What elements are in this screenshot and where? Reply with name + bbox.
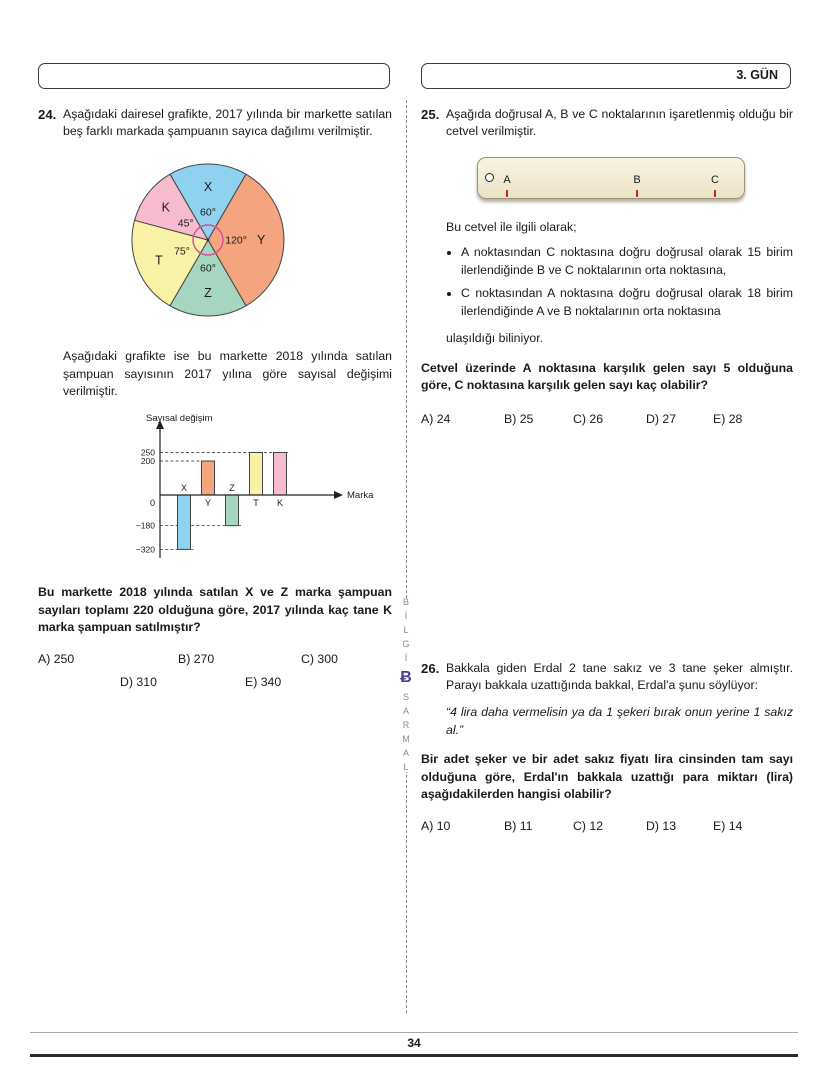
svg-text:T: T [155,253,163,268]
watermark-letter: S [402,692,409,702]
question-25-intro: Aşağıda doğrusal A, B ve C noktalarının işaretlenmiş olduğu bir cetvel verilmiştir. [446,107,793,139]
pie-chart [108,147,392,342]
option-b: B) 11 [504,818,533,833]
option-d: D) 13 [646,818,677,833]
svg-text:250: 250 [140,447,155,458]
question-25-options [421,411,793,428]
ruler-figure [477,157,793,199]
option-d: D) 310 [120,674,157,689]
question-24 [38,106,392,691]
option-a: A) 10 [421,818,451,833]
bullet-item: • A noktasından C noktasına doğru doğrusal olarak 15 birim ilerlendiğinde B ve C noktalarının orta noktasına, [461,244,793,279]
svg-text:T: T [253,497,259,508]
ruler-point-b: B [633,174,641,187]
ruler-point-a: A [503,174,511,187]
svg-text:K: K [276,497,284,508]
question-25-outro: ulaşıldığı biliniyor. [446,331,544,346]
watermark-letter: A [402,706,409,716]
svg-text:60°: 60° [200,262,216,275]
header-box-left [38,63,390,89]
option-c: C) 12 [573,818,604,833]
question-26-stem: Bir adet şeker ve bir adet sakız fiyatı lira cinsinden tam sayı olduğuna göre, Erdal'ın bakkala uzattığı para miktarı (lira) aşağıdakilerden hangisi olabilir? [421,752,793,802]
option-c: C) 26 [573,411,604,426]
watermark-letter: İ [404,611,408,621]
question-24-middle: Aşağıdaki grafikte ise bu markette 2018 yılında satılan şampuan sayısının 2017 yılına göre sayısal değişimi verilmiştir. [63,349,392,399]
question-24-stem: Bu markette 2018 yılında satılan X ve Z marka şampuan sayıları toplamı 220 olduğuna göre, 2017 yılında kaç tane K marka şampuan satılmıştır? [38,585,392,635]
bar-chart-svg [116,413,378,565]
svg-text:X: X [180,482,188,493]
page-number: 34 [407,1036,421,1050]
question-24-options-row2 [38,674,392,691]
left-column [38,106,392,691]
option-e: E) 340 [245,674,282,689]
watermark-letter: M [402,734,410,744]
question-25 [421,106,793,428]
question-25-stem: Cetvel üzerinde A noktasına karşılık gelen sayı 5 olduğuna göre, C noktasına karşılık gelen sayı kaç olabilir? [421,360,793,393]
question-26-quote: “4 lira daha vermelisin ya da 1 şekeri bırak onun yerine 1 sakız al.” [446,705,793,737]
watermark-letter: İ [404,653,408,663]
brand-logo-icon: Ƀ [400,669,412,686]
svg-text:−320: −320 [135,544,155,555]
ruler-tick-b [636,190,638,197]
footer-rule-thin [30,1032,798,1033]
right-column [421,106,793,835]
option-d: D) 27 [646,411,677,426]
watermark-letter: R [402,720,410,730]
option-c: C) 300 [301,651,338,666]
question-24-intro: Aşağıdaki dairesel grafikte, 2017 yılında bir markette satılan beş farklı markada şampuanın sayıca dağılımı verilmiştir. [63,107,392,139]
question-26-number: 26. [421,660,440,676]
watermark-letter: A [402,748,409,758]
svg-text:X: X [203,179,213,194]
svg-text:Sayısal değişim: Sayısal değişim [146,412,213,424]
option-b: B) 270 [178,651,215,666]
ruler [477,157,745,199]
question-25-lead: Bu cetvel ile ilgili olarak; [446,219,577,234]
question-25-number: 25. [421,107,440,122]
svg-text:Y: Y [204,497,212,508]
svg-text:60°: 60° [200,206,216,219]
svg-text:Marka: Marka [347,489,374,501]
svg-text:0: 0 [149,497,155,508]
bar-chart [116,413,392,570]
column-divider [406,100,407,1013]
svg-text:45°: 45° [177,217,194,230]
svg-text:K: K [161,200,170,215]
option-b: B) 25 [504,411,534,426]
svg-text:120°: 120° [225,234,247,247]
ruler-tick-a [506,190,508,197]
question-26-intro: Bakkala giden Erdal 2 tane sakız ve 3 tane şeker almıştır. Parayı bakkala uzattığında bakkal, Erdal'a şunu söylüyor: [446,660,793,692]
watermark [397,598,415,772]
option-e: E) 28 [713,411,743,426]
svg-text:Y: Y [257,232,266,247]
bullet-item: • C noktasından A noktasına doğru doğrusal olarak 18 birim ilerlendiğinde A ve B noktalarının orta noktasına [461,285,793,320]
header-box-right [421,63,791,89]
day-label: 3. GÜN [736,68,778,82]
question-26 [421,660,793,835]
svg-text:−180: −180 [135,520,155,531]
question-24-options-row1 [38,651,392,668]
svg-text:Z: Z [229,482,235,493]
ruler-point-c: C [711,174,719,187]
option-a: A) 250 [38,651,75,666]
svg-text:Z: Z [204,286,212,301]
question-25-bullets [446,244,793,320]
ruler-tick-c [714,190,716,197]
watermark-letter: L [403,762,409,772]
pie-chart-svg [108,147,308,337]
option-e: E) 14 [713,818,743,833]
watermark-letter: L [403,625,409,635]
footer-rule-thick [30,1054,798,1057]
svg-text:75°: 75° [174,245,190,258]
watermark-letter: G [402,639,410,649]
svg-text:200: 200 [140,455,155,466]
watermark-letter: B [402,597,409,607]
ruler-hole [485,173,494,182]
option-a: A) 24 [421,411,451,426]
question-24-number: 24. [38,107,57,122]
question-26-options [421,818,793,835]
